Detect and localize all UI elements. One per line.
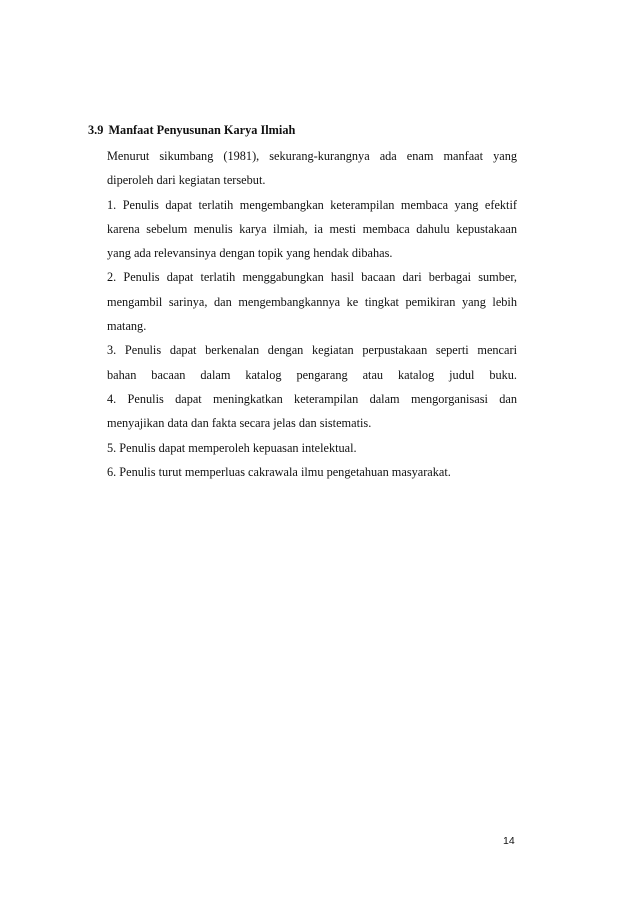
text-line: 3. Penulis dapat berkenalan dengan kegiatan perpustakaan seperti mencari: [107, 343, 517, 358]
text-line: matang.: [107, 319, 147, 334]
section-number: 3.9: [88, 123, 104, 137]
text-line: 4. Penulis dapat meningkatkan keterampilan dalam mengorganisasi dan: [107, 391, 517, 406]
section-heading: [88, 122, 295, 138]
text-line: 2. Penulis dapat terlatih menggabungkan hasil bacaan dari berbagai sumber,: [107, 270, 517, 285]
section-title: Manfaat Penyusunan Karya Ilmiah: [108, 123, 296, 137]
text-line: menyajikan data dan fakta secara jelas dan sistematis.: [107, 416, 372, 431]
text-line: diperoleh dari kegiatan tersebut.: [107, 173, 266, 188]
text-line: bahan bacaan dalam katalog pengarang atau katalog judul buku.: [107, 367, 517, 382]
text-line: Menurut sikumbang (1981), sekurang-kurangnya ada enam manfaat yang: [107, 149, 517, 163]
text-line: 5. Penulis dapat memperoleh kepuasan intelektual.: [107, 440, 357, 455]
text-line: mengambil sarinya, dan mengembangkannya ke tingkat pemikiran yang lebih: [107, 294, 517, 309]
body-text: [107, 144, 517, 484]
page-number: 14: [503, 835, 515, 847]
text-line: 1. Penulis dapat terlatih mengembangkan keterampilan membaca yang efektif: [107, 197, 517, 212]
text-line: 6. Penulis turut memperluas cakrawala ilmu pengetahuan masyarakat.: [107, 464, 451, 479]
text-line: karena sebelum menulis karya ilmiah, ia mesti membaca dahulu kepustakaan: [107, 221, 517, 236]
text-line: yang ada relevansinya dengan topik yang hendak dibahas.: [107, 246, 393, 261]
